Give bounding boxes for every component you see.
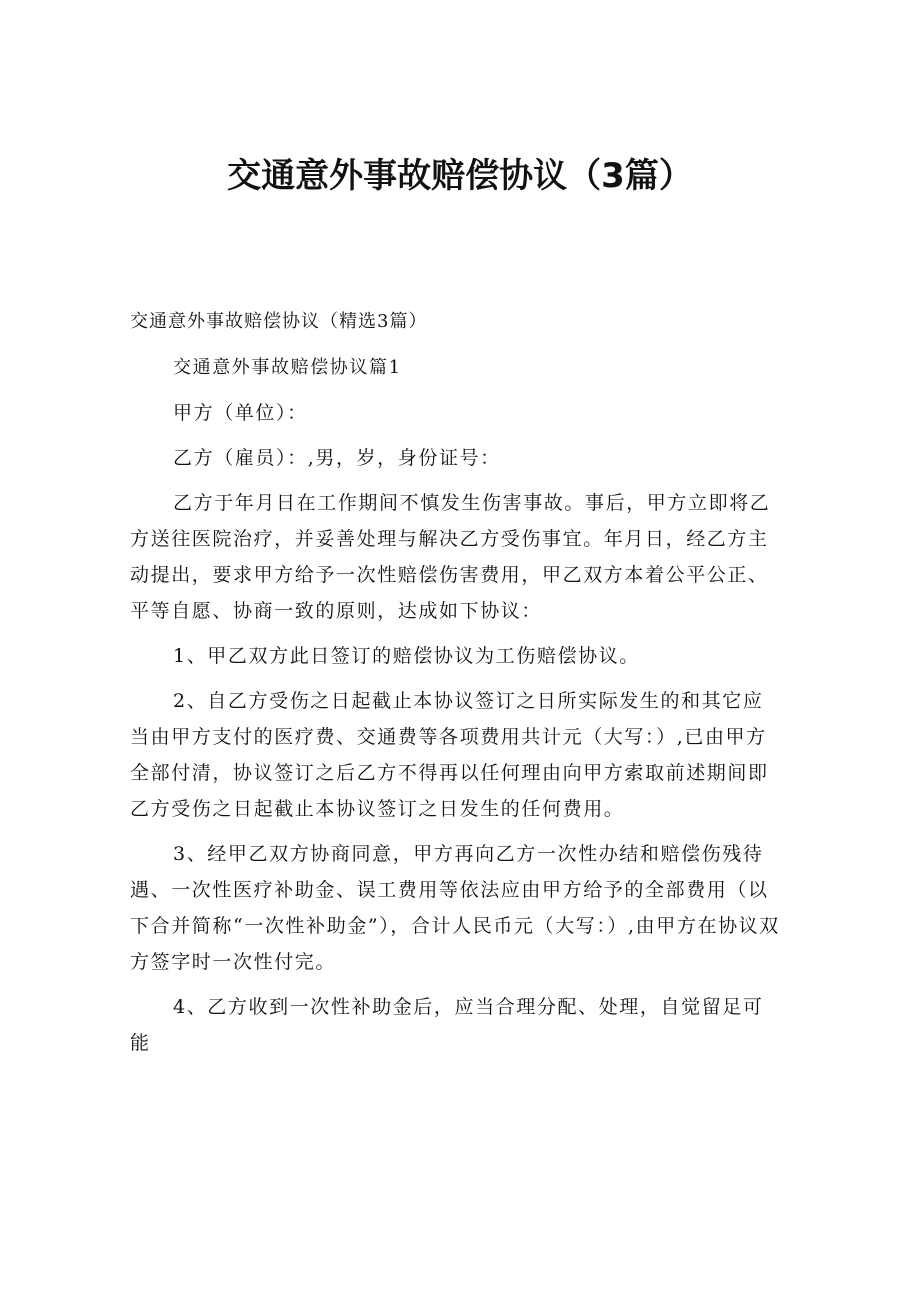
document-title: 交通意外事故赔偿协议（3篇）: [227, 156, 693, 196]
party-b-line: 乙方（雇员）：,男，岁，身份证号：: [173, 447, 501, 469]
clause-2: 2、自乙方受伤之日起截止本协议签订之日所实际发生的和其它应当由甲方支付的医疗费、交通费等各项费用共计元（大写：）,已由甲方全部付清，协议签订之后乙方不得再以任何理由向甲方索取前述期间即乙方受伤之日起截止本协议签订之日发生的任何费用。: [130, 690, 769, 820]
clause-3: 3、经甲乙双方协商同意，甲方再向乙方一次性办结和赔偿伤残待遇、一次性医疗补助金、误工费用等依法应由甲方给予的全部费用（以下合并简称“一次性补助金”），合计人民币元（大写：）,由甲方在协议双方签字时一次性付完。: [130, 843, 780, 973]
party-a-line: 甲方（单位）：: [173, 402, 308, 424]
clause-4: 4、乙方收到一次性补助金后，应当合理分配、处理，自觉留足可能: [130, 996, 764, 1054]
incident-paragraph: 乙方于年月日在工作期间不慎发生伤害事故。事后，甲方立即将乙方送往医院治疗，并妥善处理与解决乙方受伤事宜。年月日，经乙方主动提出，要求甲方给予一次性赔偿伤害费用，甲乙双方本着公平公正、平等自愿、协商一致的原则，达成如下协议：: [130, 492, 771, 622]
document-subtitle: 交通意外事故赔偿协议（精选3篇）: [130, 311, 428, 332]
section-heading: 交通意外事故赔偿协议篇1: [173, 357, 402, 378]
document-body: [130, 350, 780, 1070]
clause-1: 1、甲乙双方此日签订的赔偿协议为工伤赔偿协议。: [173, 645, 640, 667]
